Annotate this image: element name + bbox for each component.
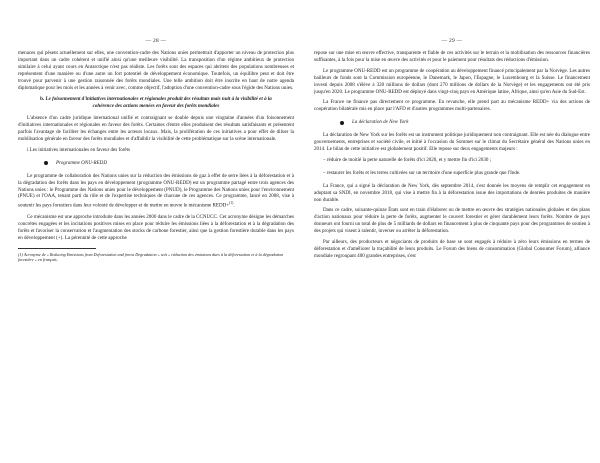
bullet-icon: [44, 161, 48, 165]
paragraph: L'absence d'un cadre juridique international unifié et contraignant se double depuis une vingtaine d'années d'un foisonnement d'initiatives internationales et régionales en faveur des forêts. Certaines d'entre elles produisent des résultats satisfaisants et présentent parfois l'avantage de faciliter les échanges entre les acteurs locaux. Mais, la prolifération de ces initiatives a pour effet de diluer la mobilisation générale en faveur des forêts mondiales et d'affaiblir la visibilité de cette problématique sur la scène internationale.: [18, 115, 294, 142]
bullet-icon: [340, 121, 344, 125]
bullet-title: La déclaration de New York: [352, 119, 409, 126]
page-number: — 28 —: [145, 38, 167, 44]
section-heading: [18, 96, 294, 110]
list-item: – réduire de moitié la perte naturelle de forêts d'ici 2020, et y mettre fin d'ici 2030 ;: [323, 156, 492, 163]
paragraph: Dans ce cadre, soixante-quinze États sont en train d'élaborer ou de mettre en œuvre des stratégies nationales globales et des plans d'action nationaux pour réduire la perte de forêts, augmenter le couvert forestier et gérer durablement leurs forêts. Nombre de pays donneurs ont fourni un total de plus de 5 milliards de dollars en financement à plus de cinquante pays pour des programmes de soutien à des projets qui visent à ralentir, inverser ou arrêter la déforestation.: [314, 207, 590, 235]
bullet-heading: [44, 160, 294, 167]
paragraph: menaces qui pèsent actuellement sur elles, une convention-cadre des Nations unies permettrait d'apporter un niveau de protection plus important dans un cadre cohérent et unifié ainsi qu'une meilleure visibilité. La transposition d'un régime ambitieux de protection similaire à celui ayant cours en Antarctique n'est pas réaliste. Les forêts sont des espaces qui abritent des populations nombreuses et représentent d'une manière ou d'une autre un fort potentiel de développement économique. Toutefois, un équilibre peut et doit être trouvé pour parvenir à une gestion raisonnée des forêts mondiales. Une telle ambition doit être inscrite en haut de notre agenda diplomatique pour les mois et les années à venir avec, comme objectif, l'adoption d'une convention-cadre sous l'égide des Nations unies.: [18, 50, 294, 91]
bullet-heading: [340, 119, 590, 126]
footnote: (1) Acronyme de « Reducing Emissions from Deforestation and forest Degradation » soit « réduction des émissions dues à la déforestation et à la dégradation forestière » en français.: [18, 251, 284, 263]
paragraph: La déclaration de New York sur les forêts est un instrument politique juridiquement non contraignant. Elle est née du dialogue entre gouvernements, entreprises et société civile, et initié à l'occasion du Sommet sur le climat du Secrétaire général des Nations unies en 2014. Le bilan de cette initiative est globalement positif. Elle repose sur deux engagements majeurs :: [314, 132, 590, 152]
footnote-divider: [18, 248, 96, 249]
paragraph: Ce mécanisme est une approche introduite dans les années 2000 dans le cadre de la CCNUCC. Cet acronyme désigne les démarches concrètes engagées et les incitations positives mises en place pour réduire les émissions liées à la déforestation et à la dégradation des forêts et favoriser la conservation et l'augmentation des stocks de carbone forestier, ainsi que la gestion forestière durable dans les pays en développement (+). La pérennité de cette approche: [18, 213, 294, 241]
subsection-heading: i Les initiatives internationales en faveur des forêts: [27, 146, 131, 153]
paragraph: repose sur une mise en œuvre effective, transparente et fiable de ces activités sur le terrain et la mobilisation des ressources financières suffisantes, à la fois pour la mise en œuvre des activités et pour le paiement pour résultats des réductions d'émission.: [314, 50, 590, 63]
section-label: b.: [40, 96, 45, 103]
right-page: [314, 0, 590, 463]
paragraph: Le programme de collaboration des Nations unies sur la réduction des émissions de gaz à effet de serre liées à la déforestation et à la dégradation des forêts dans les pays en développement (programme ONU-REDD) est un programme partagé entre trois agences des Nations unies : le Programme des Nations unies pour le développement (PNUD), le Programme des Nations unies pour l'environnement (PNUE) et l'OAA, tenant parti du rôle et de l'expertise techniques de chacune de ces agences. Ce programme, lancé en 2008, vise à soutenir les pays forestiers dans leur volonté de développer et de mettre en œuvre le mécanisme REDD+$^{(1)}$.: [18, 172, 294, 209]
paragraph: La France ne finance pas directement ce programme. En revanche, elle prend part au mécanisme REDD+ via des actions de coopération bilatérale mis en place par l'AFD et d'autres programmes multi-partenaires.: [314, 99, 590, 113]
left-column: [18, 50, 294, 263]
paragraph: Le programme ONU-REDD est un programme de coopération au développement financé principalement par la Norvège. Les autres bailleurs de fonds sont la Commission européenne, le Danemark, le Japon, l'Espagne, le Luxembourg et la Suisse. Le financement investi depuis 2008 s'élève à 320 millions de dollars (dont 270 millions de dollars de la Norvège) et les engagements ont été pris jusqu'en 2020. Le programme ONU-REDD est déployé dans vingt-cinq pays en Amérique latine, Afrique, ainsi qu'en Asie du Sud-Est.: [314, 67, 590, 95]
right-column: [314, 50, 590, 260]
paragraph: La France, qui a signé la déclaration de New York, dès septembre 2014, s'est donnée les moyens de remplir cet engagement en adoptant sa SNDI, en novembre 2018, qui vise à mettre fin à la déforestation issue des importations de denrées produites de manière non durable.: [314, 182, 590, 203]
bullet-title: Programme ONU-REDD: [56, 159, 107, 166]
left-page: [18, 0, 294, 463]
paragraph-text: Le programme de collaboration des Nations unies sur la réduction des émissions de gaz à effet de serre liées à la déforestation et à la dégradation des forêts dans les pays en développement (programme ONU-REDD) est un programme partagé entre trois agences des Nations unies : le Programme des Nations unies pour le développement (PNUD), le Programme des Nations unies pour l'environnement (PNUE) et l'OAA, tenant parti du rôle et de l'expertise techniques de chacune de ces agences. Ce programme, lancé en 2008, vise à soutenir les pays forestiers dans leur volonté de développer et de mettre en œuvre le mécanisme REDD+: [18, 172, 294, 209]
page-number: — 29 —: [441, 38, 463, 44]
section-title: Le foisonnement d'initiatives internationales et régionales produit des résultats mais nuit à la visibilité et à la cohérence des actions menées en faveur des forêts mondiales: [45, 96, 272, 110]
footnote-ref[interactable]: (1): [229, 201, 234, 206]
paragraph: Par ailleurs, des producteurs et négociants de produits de base se sont engagés à réduire à zéro leurs émissions en termes de déforestation et d'améliorer la traçabilité de leurs produits. Le Forum des biens de consommation (Global Consumer Forum), alliance mondiale regroupant 400 grandes entreprises, s'est: [314, 239, 590, 259]
list-item: – restaurer les forêts et les terres cultivées sur un territoire d'une superficie plus grande que l'Inde.: [323, 169, 521, 176]
